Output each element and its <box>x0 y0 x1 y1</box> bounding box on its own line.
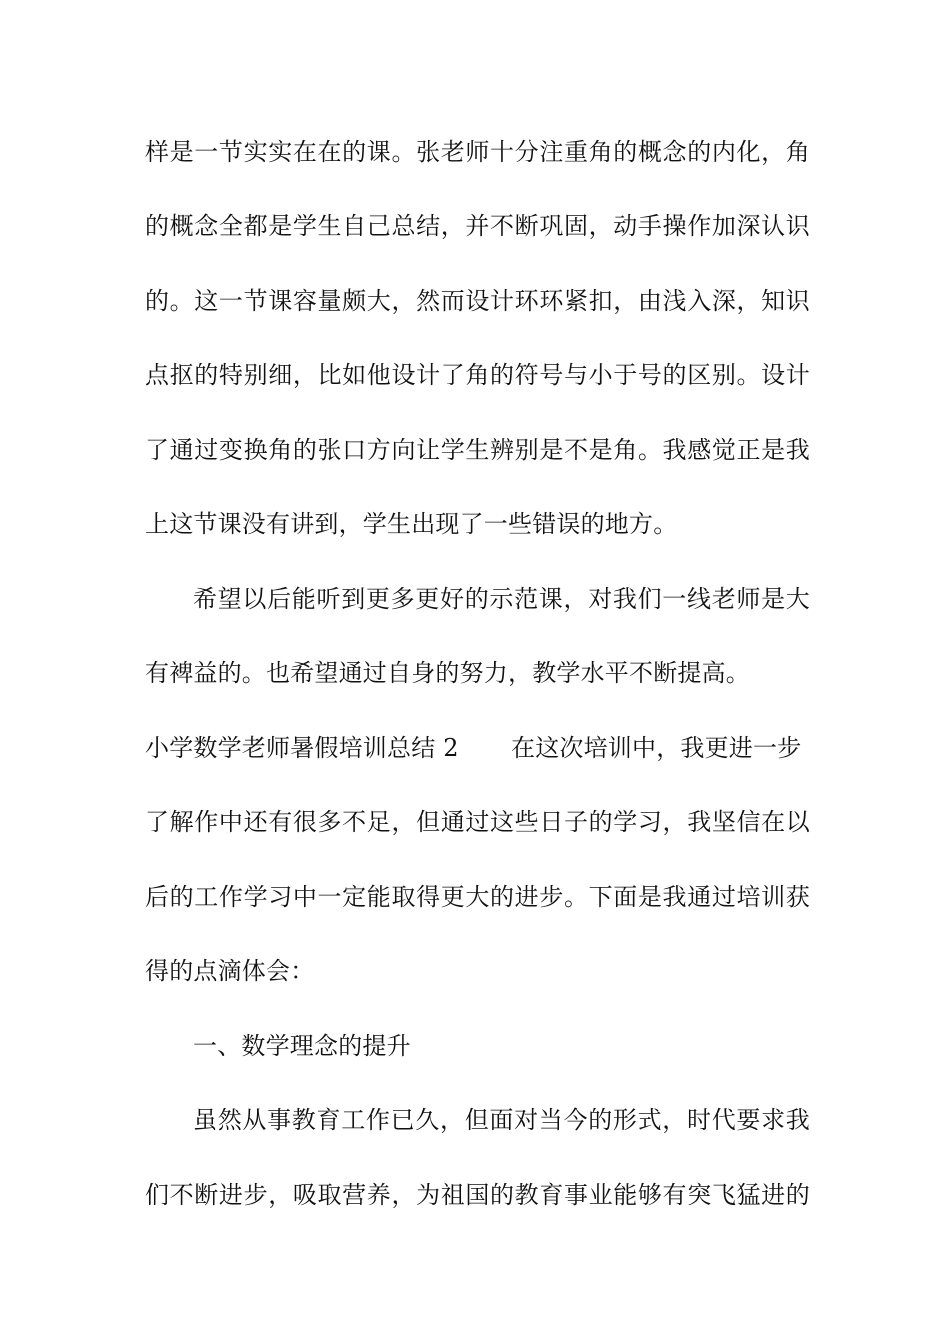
paragraph-line: 有裨益的。也希望通过自身的努力，教学水平不断提高。 <box>145 659 750 687</box>
subheading: 一、数学理念的提升 <box>193 1032 411 1060</box>
paragraph-line: 了通过变换角的张口方向让学生辨别是不是角。我感觉正是我 <box>145 436 810 464</box>
section-title-continuation: 在这次培训中，我更进一步 <box>511 734 802 762</box>
paragraph-line: 虽然从事教育工作已久，但面对当今的形式，时代要求我 <box>193 1106 810 1134</box>
paragraph-line: 了解作中还有很多不足，但通过这些日子的学习，我坚信在以 <box>145 808 810 836</box>
section-title: 小学数学老师暑假培训总结 2 <box>145 734 459 762</box>
paragraph-line: 样是一节实实在在的课。张老师十分注重角的概念的内化，角 <box>145 138 810 166</box>
paragraph-line: 们不断进步，吸取营养，为祖国的教育事业能够有突飞猛进的 <box>145 1181 810 1209</box>
paragraph-line: 的概念全都是学生自己总结，并不断巩固，动手操作加深认识 <box>145 212 810 240</box>
paragraph-line: 希望以后能听到更多更好的示范课，对我们一线老师是大 <box>193 585 810 613</box>
paragraph-line: 得的点滴体会： <box>145 957 315 985</box>
paragraph-line: 点抠的特别细，比如他设计了角的符号与小于号的区别。设计 <box>145 361 810 389</box>
paragraph-line: 后的工作学习中一定能取得更大的进步。下面是我通过培训获 <box>145 883 810 911</box>
paragraph-line: 的。这一节课容量颇大，然而设计环环紧扣，由浅入深，知识 <box>145 287 810 315</box>
section-heading-line <box>145 728 810 768</box>
paragraph-line: 上这节课没有讲到，学生出现了一些错误的地方。 <box>145 510 678 538</box>
